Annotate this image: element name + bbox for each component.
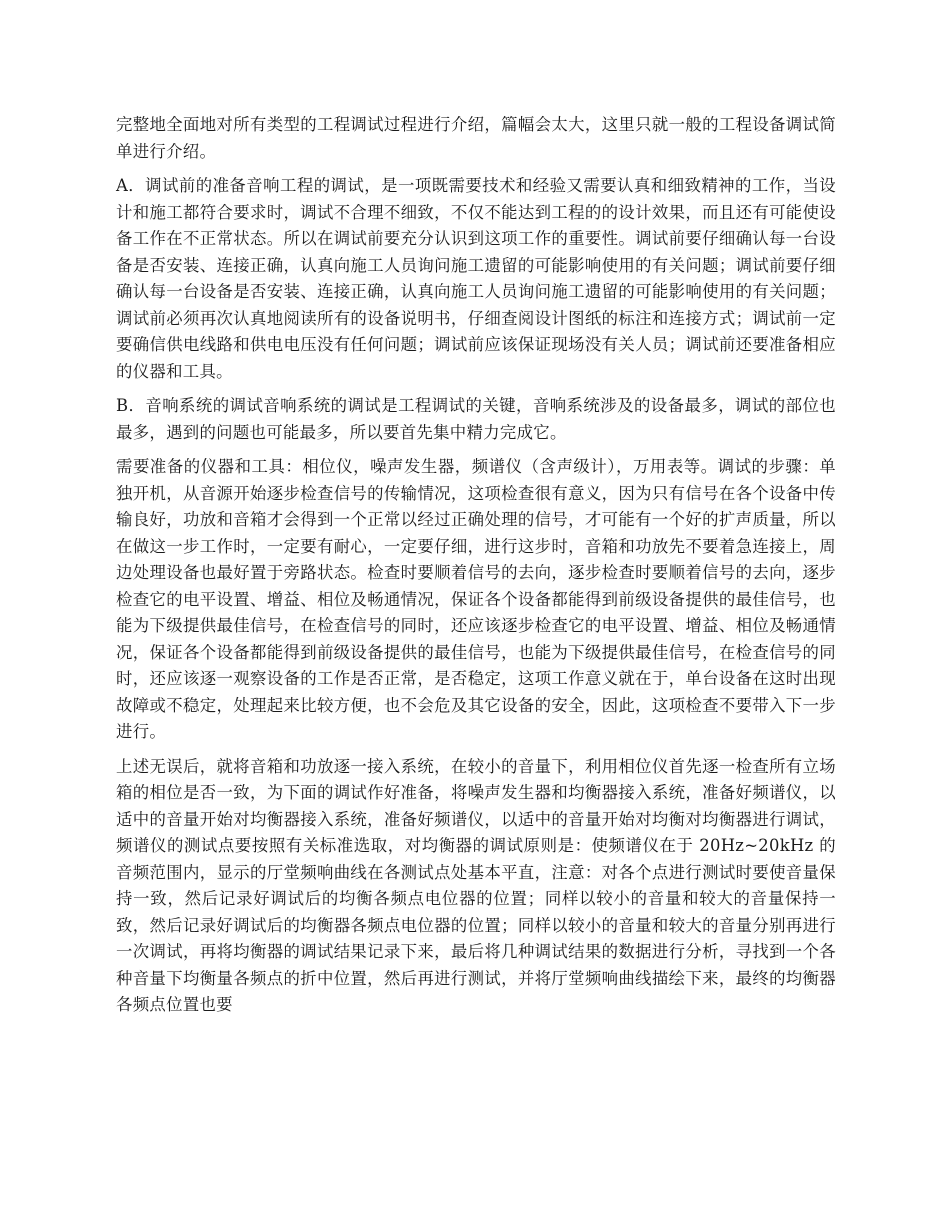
instruments-steps-paragraph: 需要准备的仪器和工具：相位仪，噪声发生器，频谱仪（含声级计），万用表等。调试的步骤：单独开机，从音源开始逐步检查信号的传输情况，这项检查很有意义，因为只有信号在各个设备中传输良好，功放和音箱才会得到一个正常以经过正确处理的信号，才可能有一个好的扩声质量，所以在做这一步工作时，一定要有耐心，一定要仔细，进行这步时，音箱和功放先不要着急连接上，周边处理设备也最好置于旁路状态。检查时要顺着信号的去向，逐步检查时要顺着信号的去向，逐步检查它的电平设置、增益、相位及畅通情况，保证各个设备都能得到前级设备提供的最佳信号，也能为下级提供最佳信号，在检查信号的同时，还应该逐步检查它的电平设置、增益、相位及畅通情况，保证各个设备都能得到前级设备提供的最佳信号，也能为下级提供最佳信号，在检查信号的同时，还应该逐一观察设备的工作是否正常，是否稳定，这项工作意义就在于，单台设备在这时出现故障或不稳定，处理起来比较方便，也不会危及其它设备的安全，因此，这项检查不要带入下一步进行。: [116, 457, 836, 741]
equalizer-paragraph: 上述无误后，就将音箱和功放逐一接入系统，在较小的音量下，利用相位仪首先逐一检查所有立场箱的相位是否一致，为下面的调试作好准备，将噪声发生器和均衡器接入系统，准备好频谱仪，以适中的音量开始对均衡器接入系统，准备好频谱仪，以适中的音量开始对均衡对均衡器进行调试，频谱仪的测试点要按照有关标准选取，对均衡器的调试原则是：使频谱仪在于 20Hz~20kHz 的音频范围内，显示的厅堂频响曲线在各测试点处基本平直，注意：对各个点进行测试时要使音量保持一致，然后记录好调试后的均衡各频点电位器的位置；同样以较小的音量和较大的音量保持一致，然后记录好调试后的均衡器各频点电位器的位置；同样以较小的音量和较大的音量分别再进行一次调试，再将均衡器的调试结果记录下来，最后将几种调试结果的数据进行分析，寻找到一个各种音量下均衡量各频点的折中位置，然后再进行测试，并将厅堂频响曲线描绘下来，最终的均衡器各频点位置也要: [116, 756, 836, 1014]
intro-paragraph: 完整地全面地对所有类型的工程调试过程进行介绍，篇幅会太大，这里只就一般的工程设备调试简单进行介绍。: [116, 115, 836, 161]
audio-system-paragraph: B．音响系统的调试音响系统的调试是工程调试的关键，音响系统涉及的设备最多，调试的部位也最多，遇到的问题也可能最多，所以要首先集中精力完成它。: [116, 396, 836, 442]
preparation-paragraph: A．调试前的准备音响工程的调试，是一项既需要技术和经验又需要认真和细致精神的工作，当设计和施工都符合要求时，调试不合理不细致，不仅不能达到工程的的设计效果，而且还有可能使设备工作在不正常状态。所以在调试前要充分认识到这项工作的重要性。调试前要仔细确认每一台设备是否安装、连接正确，认真向施工人员询问施工遗留的可能影响使用的有关问题；调试前要仔细确认每一台设备是否安装、连接正确，认真向施工人员询问施工遗留的可能影响使用的有关问题；调试前必须再次认真地阅读所有的设备说明书，仔细查阅设计图纸的标注和连接方式；调试前一定要确信供电线路和供电电压没有任何问题；调试前应该保证现场没有关人员；调试前还要准备相应的仪器和工具。: [116, 176, 836, 381]
document-page: [116, 112, 836, 1027]
